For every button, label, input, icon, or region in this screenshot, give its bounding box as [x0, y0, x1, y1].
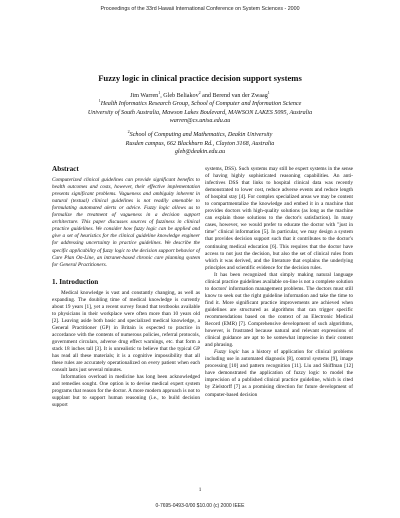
author-3: and Berend van der Zwaag [200, 93, 268, 100]
right-paragraph-2: It has been recognized that simply making natural language clinical practice guidelines available on-line is not a complete solution to doctors' information management problems. The doctors must still know to seek out the right guideline information and take the time to find it. More significant practice improvements are achieved when guidelines are structured as algorithms that can trigger specific recommendations based on the context of an Electronic Medical Record (EMR) [7]. Comprehensive development of such algorithms, however, is frustrated because natural and relevant expressions of clinical guidance are apt to be somewhat imprecise in their content and phrasing. [205, 271, 353, 349]
author-1: Jim Warren [130, 93, 159, 100]
abstract-text: Computerized clinical guidelines can provide significant benefits to health outcomes and costs, however, their effective implementation presents significant problems. Vagueness and ambiguity inherent in natural (textual) clinical guidelines is not readily amenable to formulating automated alerts or advice. Fuzzy logic allows us to formalize the treatment of vagueness in a decision support architecture. This paper discusses sources of fuzziness in clinical practice guidelines. We consider how fuzzy logic can be applied and give a set of heuristics for the clinical guideline knowledge engineer for addressing uncertainty in practice guidelines. We describe the specific applicability of fuzzy logic to the decision support behavior of Care Plan On-Line, an intranet-based chronic care planning system for General Practitioners. [52, 177, 200, 268]
right-paragraph-3 [205, 349, 353, 398]
affiliation-2-marker: 2 [127, 129, 130, 134]
affiliation-1 [0, 97, 400, 126]
author-3-affil: 1 [267, 90, 270, 95]
left-column [52, 166, 200, 410]
affiliation-2-address: Rusden campus, 662 Blackburn Rd., Clayton 3168, Australia [125, 140, 275, 147]
affiliation-2-email: gleb@deakin.edu.au [174, 149, 226, 156]
affiliation-2-name: School of Computing and Mathematics, Deakin University [129, 132, 273, 139]
author-1-affil: 1 [158, 90, 161, 95]
affiliation-1-name: Health Informatics Research Group, School of Computer and Information Science [100, 101, 302, 108]
affiliation-2 [0, 128, 400, 157]
right-paragraph-1: systems, DSS). Such systems may still be expert systems in the sense of having highly sophisticated reasoning capabilities. An anti-infectives DSS that links to hospital clinical data was recently demonstrated to lower cost, reduce adverse events and reduce length of hospital stay [4]. For complex specialized areas we may be content to compartmentalize the knowledge and embed it in a machine that provides doctors with high-quality solutions (as long as the machine can explain those solutions to the doctor's satisfaction). In many cases, however, we would prefer to educate the doctor with "just in time" clinical information [5]. In particular, we may design a system that provides decision support such that it contributes to the doctor's continuing medical education [6]. This requires that the doctor have access to not just the decision, but also the set of clinical rules from which it was derived, and the literature that explains the underlying principles and scientific evidence for the decision rules. [205, 166, 353, 271]
intro-paragraph-1: Medical knowledge is vast and constantly changing, as well as expanding. The doubling time of medical knowledge is currently about 19 years [1], yet a recent survey found that textbooks available to physicians in their workplace were often more than 10 years old [2]. Leaving aside both basic and specialized medical knowledge, a General Practitioner (GP) in Britain is expected to practice in accordance with the contents of numerous policies, referral protocols, government circulars, adverse drug effect warnings, etc. that form a stack 18 inches tall [3]. It is unrealistic to believe that the typical GP has read all these materials; it is a cognitive impossibility that all these rules are accurately operationalized on every patient when each consult lasts just several minutes. [52, 289, 200, 374]
right-column [205, 166, 353, 399]
page-number: 1 [198, 487, 202, 493]
author-2-affil: 2 [198, 90, 201, 95]
affiliation-1-marker: 1 [98, 98, 101, 103]
right-paragraph-3-text: has a history of application for clinical problems including use in automated diagnosis [8], control systems [9], image processing [10] and pattern recognition [11]. Liu and Shiffman [12] have demonstrated the application of fuzzy logic to model the imprecision of a published clinical practice guideline, which is cited by Zielstorff [7] as a promising direction for future development of computer-based decision [205, 349, 353, 398]
running-head: Proceedings of the 33rd Hawaii International Conference on System Sciences - 2000 [100, 6, 300, 12]
affiliation-1-email: warren@cs.unisa.edu.au [169, 118, 231, 125]
abstract-heading: Abstract [52, 165, 79, 173]
affiliation-2-line-1 [0, 128, 400, 140]
affiliation-1-address: University of South Australia, Mawson Lakes Boulevard, MAWSON LAKES 5095, Australia [87, 109, 313, 116]
fuzzy-logic-term: Fuzzy logic [214, 349, 240, 356]
intro-heading: 1. Introduction [52, 277, 99, 286]
author-2: , Gleb Beliakov [160, 93, 199, 100]
affiliation-1-line-1 [0, 97, 400, 109]
abstract [52, 177, 200, 269]
paper-title: Fuzzy logic in clinical practice decision support systems [98, 73, 302, 83]
intro-paragraph-2: Information overload in medicine has long been acknowledged and remedies sought. One option is to devise medical expert system programs that reason for the doctor. A more modern approach is not to supplant but to support human reasoning (i.e., to build decision support [52, 374, 200, 409]
copyright-footer: 0-7695-0493-0/00 $10.00 (c) 2000 IEEE [155, 503, 245, 509]
